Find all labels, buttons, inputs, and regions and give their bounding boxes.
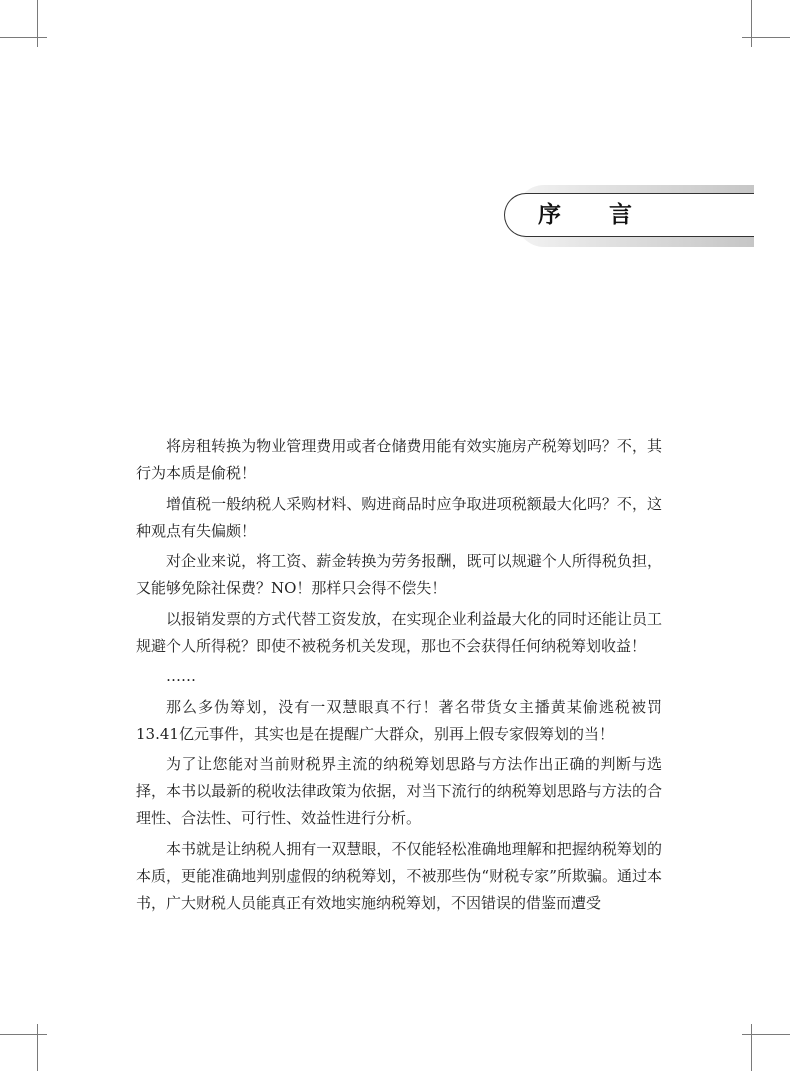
page-title: 序 言 xyxy=(537,202,652,228)
paragraph: 为了让您能对当前财税界主流的纳税筹划思路与方法作出正确的判断与选择，本书以最新的税收法律政策为依据，对当下流行的纳税筹划思路与方法的合理性、合法性、可行性、效益性进行分析。 xyxy=(136,755,662,827)
paragraph: 那么多伪筹划，没有一双慧眼真不行！著名带货女主播黄某偷逃税被罚13.41亿元事件，其实也是在提醒广大群众，别再上假专家假筹划的当！ xyxy=(136,697,662,743)
paragraph: 对企业来说，将工资、薪金转换为劳务报酬，既可以规避个人所得税负担，又能够免除社保费？NO！那样只会得不偿失！ xyxy=(136,552,662,597)
ellipsis-paragraph: …… xyxy=(166,667,196,685)
paragraph: 增值税一般纳税人采购材料、购进商品时应争取进项税额最大化吗？不，这种观点有失偏颇！ xyxy=(136,494,662,540)
paragraph: 以报销发票的方式代替工资发放，在实现企业利益最大化的同时还能让员工规避个人所得税？即使不被税务机关发现，那也不会获得任何纳税筹划收益！ xyxy=(136,609,662,655)
preface-body xyxy=(136,433,662,920)
paragraph: 将房租转换为物业管理费用或者仓储费用能有效实施房产税筹划吗？不，其行为本质是偷税！ xyxy=(136,437,662,482)
paragraph: 本书就是让纳税人拥有一双慧眼，不仅能轻松准确地理解和把握纳税筹划的本质，更能准确地判别虚假的纳税筹划，不被那些伪“财税专家”所欺骗。通过本书，广大财税人员能真正有效地实施纳税筹划，不因错误的借鉴而遭受 xyxy=(136,839,662,912)
